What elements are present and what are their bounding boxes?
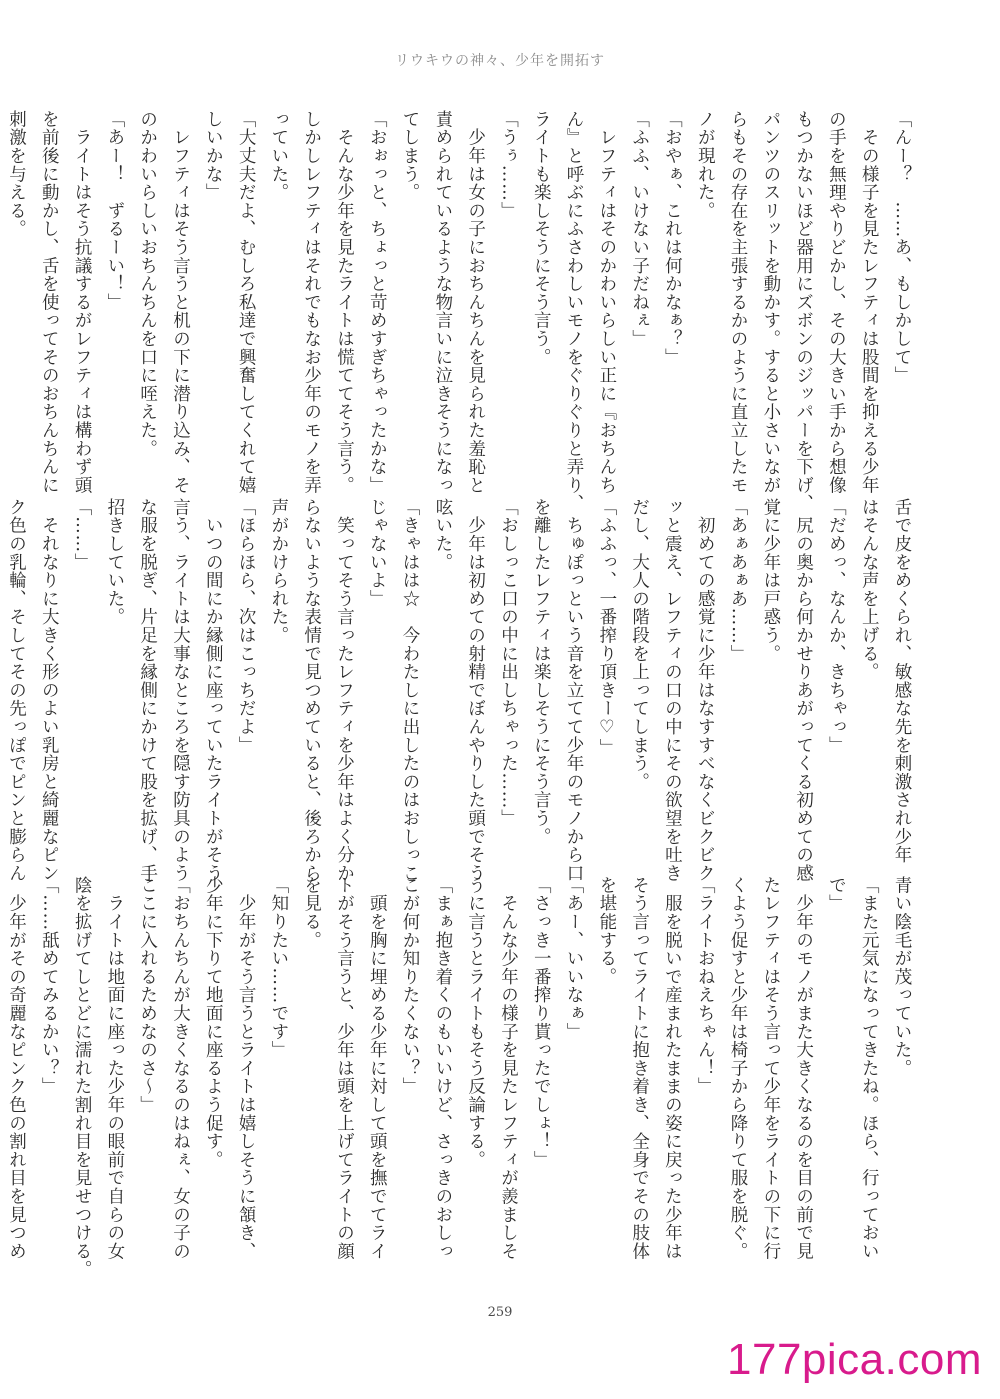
text-line: しいかな」 (203, 110, 224, 202)
text-line: 初めての感覚に少年はなすすべなくビクビク (695, 498, 716, 883)
text-line: らもその存在を主張するかのように直立したモ (728, 110, 749, 495)
text-line: 「知りたい……です」 (268, 876, 289, 1059)
text-line: 「また元気になってきたね。ほら、行っておい (859, 876, 880, 1261)
text-line: くよう促すと少年は椅子から降りて服を脱ぐ。 (728, 876, 749, 1261)
text-line: 「あぁあぁあ……」 (728, 498, 749, 663)
text-line: 声がかけられた。 (268, 498, 289, 645)
text-line: その様子を見たレフティは股間を抑える少年 (859, 110, 880, 495)
text-line: うに言うとライトもそう反論する。 (465, 876, 486, 1169)
text-line: 「まぁ抱き着くのもいいけど、さっきのおしっ (432, 876, 453, 1261)
text-line: ここに入れるためなのさ～」 (137, 876, 158, 1114)
text-line: 尻の奥から何かせりあがってくる初めての感 (793, 498, 814, 883)
text-line: を離したレフティは楽しそうにそう言う。 (531, 498, 552, 846)
text-line: 「……舐めてみるかい？」 (39, 876, 60, 1096)
text-line: 「あー！ ずるーい！」 (104, 110, 125, 312)
text-line: 覚に少年は戸惑う。 (760, 498, 781, 663)
text-line: 陰を拡げてしとどに濡れた割れ目を見せつける。 (72, 876, 93, 1279)
text-line: 「んー？ ……あ、もしかして」 (892, 110, 912, 385)
text-line: こが何か知りたくない？」 (400, 876, 421, 1096)
text-line: そんな少年を見たライトは慌ててそう言う。 (334, 110, 355, 495)
text-line: 舌で皮をめくられ、敏感な先を刺激され少年 (892, 498, 912, 864)
text-line: 言う、ライトは大事なところを隠す防具のよう (170, 498, 191, 883)
text-line: 「おぉっと、ちょっと苛めすぎちゃったかな」 (367, 110, 388, 495)
text-line: パンツのスリットを動かす。すると小さいなが (760, 110, 781, 495)
text-line: を堪能する。 (596, 876, 617, 986)
text-line: 少年のモノがまた大きくなるのを目の前で見 (793, 876, 814, 1261)
text-line: 「うぅ……」 (498, 110, 519, 220)
text-line: を前後に動かし、舌を使ってそのおちんちんに (39, 110, 60, 495)
text-line: たレフティはそう言って少年をライトの下に行 (760, 876, 781, 1261)
text-line: ク色の乳輪、そしてその先っぽでピンと膨らん (6, 498, 27, 883)
text-line: そんな少年の様子を見たレフティが羨ましそ (498, 876, 519, 1261)
text-line: レフティはそのかわいらしい正に『おちんち (596, 110, 617, 495)
text-line: 呟いた。 (432, 498, 453, 572)
text-line: 頭を胸に埋める少年に対して頭を撫でてライ (367, 876, 388, 1261)
text-line: じゃないよ」 (367, 498, 388, 608)
text-line: ちゅぽっという音を立てて少年のモノから口 (564, 498, 585, 883)
text-block-3 (6, 876, 918, 1279)
text-line: 責められているような物言いに泣きそうになっ (432, 110, 453, 495)
text-line: てしまう。 (400, 110, 421, 202)
text-line: 招きしていた。 (104, 498, 125, 627)
text-line: ライトはそう抗議するがレフティは構わず頭 (72, 110, 93, 495)
text-line: 「ふふ、いけない子だねぇ」 (629, 110, 650, 348)
text-line: 少年は女の子におちんちんを見られた羞恥と (465, 110, 486, 495)
text-line: らないような表情で見つめていると、後ろから (301, 498, 322, 883)
text-line: ライトは地面に座った少年の眼前で自らの女 (104, 876, 125, 1261)
text-line: はそんな声を上げる。 (859, 498, 880, 681)
text-line: 「大丈夫だよ、むしろ私達で興奮してくれて嬉 (236, 110, 257, 495)
text-block-2 (6, 498, 918, 883)
text-line: 少年がその奇麗なピンク色の割れ目を見つめ (6, 876, 27, 1261)
text-line: っていた。 (268, 110, 289, 202)
text-line: いつの間にか縁側に座っていたライトがそう (203, 498, 224, 883)
text-line: 青い陰毛が茂っていた。 (892, 876, 912, 1078)
text-line: それなりに大きく形のよい乳房と綺麗なピン (39, 498, 60, 883)
text-line: 「あー、いいなぁ」 (564, 876, 585, 1041)
watermark-logo: 177pica.com (727, 1335, 982, 1384)
text-line: な服を脱ぎ、片足を縁側にかけて股を拡げ、手 (137, 498, 158, 883)
text-block-1 (6, 110, 918, 513)
text-line: 「さっき一番搾り貰ったでしょ！」 (531, 876, 552, 1169)
text-line: ッと震え、レフティの口の中にその欲望を吐き (662, 498, 683, 883)
text-line: ん』と呼ぶにふさわしいモノをぐりぐりと弄り、 (564, 110, 585, 513)
text-line: 「ふふっ、一番搾り頂きー♡」 (596, 498, 617, 757)
text-line: の手を無理やりどかし、その大きい手から想像 (826, 110, 847, 495)
text-line: ライトも楽しそうにそう言う。 (531, 110, 552, 367)
text-line: 「おやぁ、これは何かなぁ？」 (662, 110, 683, 367)
text-line: を見る。 (301, 876, 322, 950)
text-line: 「ほらほら、次はこっちだよ」 (236, 498, 257, 755)
text-line: だし、大人の階段を上ってしまう。 (629, 498, 650, 791)
text-line: 「おしっこ口の中に出しちゃった……」 (498, 498, 519, 828)
running-header: リウキウの神々、少年を開拓す (395, 53, 605, 69)
text-line: で」 (826, 876, 847, 913)
text-line: 「だめっ、なんか、きちゃっ」 (826, 498, 847, 755)
text-line: 刺激を与える。 (6, 110, 27, 239)
text-line: レフティはそう言うと机の下に潜り込み、そ (170, 110, 191, 495)
text-line: 「……」 (72, 498, 93, 572)
text-line: のかわいらしいおちんちんを口に咥えた。 (137, 110, 158, 458)
text-line: 「おちんちんが大きくなるのはねぇ、女の子の (170, 876, 191, 1261)
text-line: トがそう言うと、少年は頭を上げてライトの顔 (334, 876, 355, 1261)
text-line: そう言ってライトに抱き着き、全身でその肢体 (629, 876, 650, 1261)
text-line: ノが現れた。 (695, 110, 716, 220)
text-line: 「きゃはは☆ 今わたしに出したのはおしっこ (400, 498, 421, 883)
text-line: しかしレフティはそれでもなお少年のモノを弄 (301, 110, 322, 495)
text-line: 少年は初めての射精でぼんやりした頭でそう (465, 498, 486, 883)
text-line: 笑ってそう言ったレフティを少年はよく分か (334, 498, 355, 883)
text-line: もつかないほど器用にズボンのジッパーを下げ、 (793, 110, 814, 513)
text-line: 服を脱いで産まれたままの姿に戻った少年は (662, 876, 683, 1261)
text-line: 少年に下りて地面に座るよう促す。 (203, 876, 224, 1169)
text-line: 少年がそう言うとライトは嬉しそうに頷き、 (236, 876, 257, 1261)
page-number: 259 (487, 1305, 513, 1320)
text-line: 「ライトおねえちゃん！」 (695, 876, 716, 1096)
